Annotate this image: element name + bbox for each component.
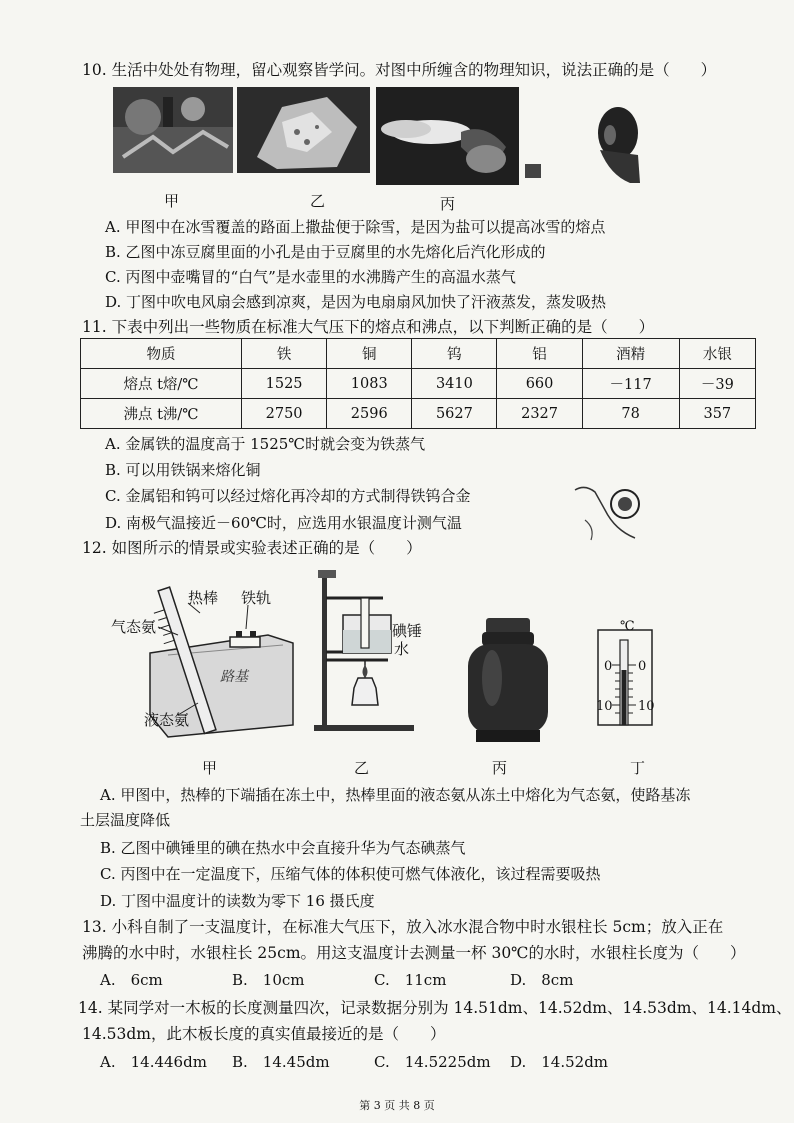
q12-option-c: C. 丙图中在一定温度下，压缩气体的体积使可燃气体液化，该过程需要吸热 (100, 865, 601, 883)
q12-option-b: B. 乙图中碘锤里的碘在热水中会直接升华为气态碘蒸气 (100, 839, 466, 857)
photo-ding-small-mark (522, 158, 546, 182)
q13-option-c: C. 11cm (374, 971, 447, 989)
table-cell: 2327 (497, 399, 582, 429)
table-cell: 沸点 t沸/℃ (81, 399, 242, 429)
q14-option-b: B. 14.45dm (232, 1053, 330, 1071)
q10-option-d: D. 丁图中吹电风扇会感到凉爽，是因为电扇扇风加快了汗液蒸发，蒸发吸热 (105, 293, 607, 311)
table-row (81, 369, 756, 399)
q13-stem-line1: 13. 小科自制了一支温度计，在标准大气压下，放入冰水混合物中时水银柱长 5cm；放入正在 (82, 918, 724, 936)
table-header-cell: 铜 (327, 339, 412, 369)
q13-option-a: A. 6cm (100, 971, 163, 989)
diagram-yi-iodine-hammer (308, 560, 458, 740)
photo-ding-person-fan (580, 95, 650, 185)
q10-option-c: C. 丙图中壶嘴冒的“白气”是水壶里的水沸腾产生的高温水蒸气 (105, 268, 516, 286)
q12-stem: 12. 如图所示的情景或实验表述正确的是（ ） (82, 539, 422, 557)
label-water: 水 (394, 640, 410, 658)
q10-stem: 10. 生活中处处有物理，留心观察皆学问。对图中所缠含的物理知识，说法正确的是（ ） (82, 61, 717, 79)
q14-stem-line1: 14. 某同学对一木板的长度测量四次，记录数据分别为 14.51dm、14.52dm、14.53dm、14.14dm、 (78, 999, 792, 1017)
q14-option-a: A. 14.446dm (100, 1053, 207, 1071)
photo-q11-sketch (565, 480, 655, 548)
table-cell: 熔点 t熔/℃ (81, 369, 242, 399)
photo-yi-frozen-tofu (237, 87, 370, 173)
diagram-jia-heat-pipe (108, 565, 308, 740)
table-cell: 1525 (242, 369, 327, 399)
q10-caption-bing: 丙 (440, 195, 456, 213)
label-scale-zero-right: 0 (638, 659, 647, 674)
q10-option-a: A. 甲图中在冰雪覆盖的路面上撒盐便于除雪，是因为盐可以提高冰雪的熔点 (105, 218, 606, 236)
table-cell: 5627 (412, 399, 497, 429)
photo-bing-kettle-steam (376, 87, 519, 185)
q13-option-d: D. 8cm (510, 971, 574, 989)
q11-option-d: D. 南极气温接近－60℃时，应选用水银温度计测气温 (105, 514, 462, 532)
label-celsius: ℃ (620, 620, 635, 634)
label-scale-ten-right: 10 (638, 699, 655, 714)
q12-caption-yi: 乙 (354, 759, 370, 777)
table-cell: 2596 (327, 399, 412, 429)
table-header-cell: 物质 (81, 339, 242, 369)
q14-stem-line2: 14.53dm，此木板长度的真实值最接近的是（ ） (82, 1025, 446, 1043)
q13-option-b: B. 10cm (232, 971, 305, 989)
label-hot-rod: 热棒 (188, 589, 219, 607)
table-row (81, 399, 756, 429)
table-cell: 3410 (412, 369, 497, 399)
q13-stem-line2: 沸腾的水中时，水银柱长 25cm。用这支温度计去测量一杯 30℃的水时，水银柱长度为（ ） (82, 944, 746, 962)
q12-option-a: A. 甲图中，热棒的下端插在冻土中，热棒里面的液态氨从冻土中熔化为气态氨，使路基冻 (100, 786, 691, 804)
table-cell: 78 (582, 399, 679, 429)
q14-option-d: D. 14.52dm (510, 1053, 609, 1071)
table-header-cell: 钨 (412, 339, 497, 369)
table-cell: －117 (582, 369, 679, 399)
label-scale-ten-left: 10 (596, 699, 613, 714)
table-cell: 2750 (242, 399, 327, 429)
photo-jia-salt-road (113, 87, 233, 173)
table-cell: 660 (497, 369, 582, 399)
table-cell: －39 (679, 369, 755, 399)
q12-option-a-cont: 土层温度降低 (80, 811, 171, 829)
q14-option-c: C. 14.5225dm (374, 1053, 491, 1071)
label-gas-ammonia: 气态氨 (111, 618, 157, 636)
q11-option-a: A. 金属铁的温度高于 1525℃时就会变为铁蒸气 (105, 435, 426, 453)
table-header-row (81, 339, 756, 369)
label-rail: 铁轨 (241, 589, 272, 607)
label-scale-zero-left: 0 (604, 659, 613, 674)
diagram-ding-thermometer (592, 620, 672, 730)
diagram-bing-gas-cylinder (462, 618, 554, 746)
q12-option-d: D. 丁图中温度计的读数为零下 16 摄氏度 (100, 892, 375, 910)
melting-boiling-table (80, 338, 756, 429)
table-cell: 357 (679, 399, 755, 429)
q11-option-c: C. 金属铝和钨可以经过熔化再冷却的方式制得铁钨合金 (105, 487, 471, 505)
page-footer: 第 3 页 共 8 页 (359, 1099, 435, 1112)
q10-caption-jia: 甲 (164, 192, 180, 210)
table-cell: 1083 (327, 369, 412, 399)
table-header-cell: 铝 (497, 339, 582, 369)
q12-caption-jia: 甲 (202, 759, 218, 777)
label-iodine-hammer: 碘锤 (392, 622, 423, 640)
label-roadbed: 路基 (220, 669, 248, 685)
table-header-cell: 水银 (679, 339, 755, 369)
label-liquid-ammonia: 液态氨 (144, 711, 190, 729)
table-header-cell: 铁 (242, 339, 327, 369)
q10-caption-yi: 乙 (310, 192, 326, 210)
q10-option-b: B. 乙图中冻豆腐里面的小孔是由于豆腐里的水先熔化后汽化形成的 (105, 243, 546, 261)
q11-option-b: B. 可以用铁锅来熔化铜 (105, 461, 261, 479)
q11-stem: 11. 下表中列出一些物质在标准大气压下的熔点和沸点，以下判断正确的是（ ） (82, 318, 655, 336)
q12-caption-bing: 丙 (492, 759, 508, 777)
q12-caption-ding: 丁 (630, 759, 646, 777)
table-header-cell: 酒精 (582, 339, 679, 369)
